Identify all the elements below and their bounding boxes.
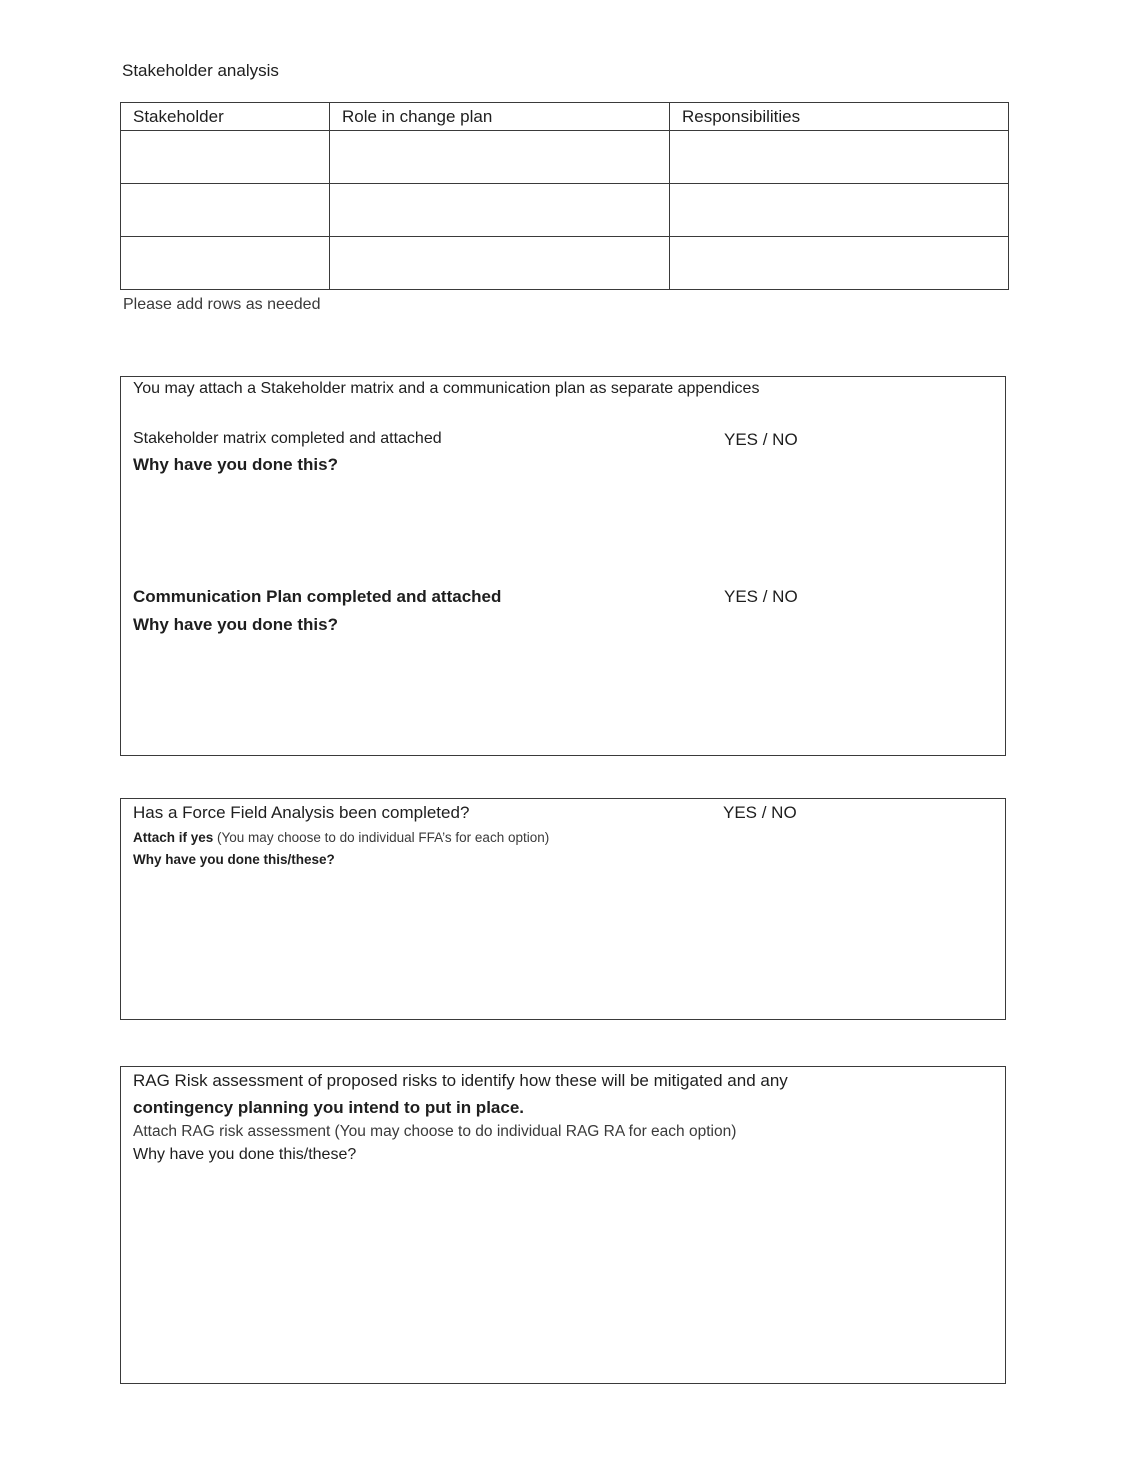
ffa-yes-no[interactable]: YES / NO bbox=[723, 803, 797, 822]
rag-attach-note: Attach RAG risk assessment (You may choose to do individual RAG RA for each option) bbox=[133, 1123, 737, 1140]
ffa-attach-bold: Attach if yes bbox=[133, 830, 214, 845]
stakeholder-table bbox=[120, 102, 1009, 290]
appendices-intro: You may attach a Stakeholder matrix and a communication plan as separate appendices bbox=[133, 380, 760, 397]
communication-plan-why: Why have you done this? bbox=[133, 615, 338, 634]
table-cell[interactable] bbox=[670, 237, 1009, 290]
table-cell[interactable] bbox=[330, 184, 670, 237]
communication-plan-label: Communication Plan completed and attached bbox=[133, 587, 502, 606]
stakeholder-matrix-label: Stakeholder matrix completed and attached bbox=[133, 430, 442, 447]
table-cell[interactable] bbox=[670, 131, 1009, 184]
table-cell[interactable] bbox=[121, 184, 330, 237]
header-role-in-change-plan: Role in change plan bbox=[330, 103, 670, 131]
page-title: Stakeholder analysis bbox=[122, 61, 279, 80]
table-cell[interactable] bbox=[121, 131, 330, 184]
ffa-question: Has a Force Field Analysis been completed? bbox=[133, 803, 470, 822]
appendices-box bbox=[120, 376, 1006, 756]
rag-heading-line1: RAG Risk assessment of proposed risks to identify how these will be mitigated and any bbox=[133, 1071, 788, 1090]
ffa-why: Why have you done this/these? bbox=[133, 852, 335, 867]
table-header-row bbox=[121, 103, 1009, 131]
add-rows-note: Please add rows as needed bbox=[123, 296, 321, 313]
header-responsibilities: Responsibilities bbox=[670, 103, 1009, 131]
stakeholder-matrix-why: Why have you done this? bbox=[133, 455, 338, 474]
header-stakeholder: Stakeholder bbox=[121, 103, 330, 131]
rag-why: Why have you done this/these? bbox=[133, 1146, 357, 1163]
stakeholder-matrix-yes-no[interactable]: YES / NO bbox=[724, 430, 798, 449]
table-row bbox=[121, 184, 1009, 237]
rag-risk-assessment-box bbox=[120, 1066, 1006, 1384]
table-row bbox=[121, 237, 1009, 290]
rag-heading-line2: contingency planning you intend to put in place. bbox=[133, 1098, 524, 1117]
table-cell[interactable] bbox=[121, 237, 330, 290]
ffa-attach-line bbox=[133, 830, 549, 845]
table-cell[interactable] bbox=[670, 184, 1009, 237]
force-field-analysis-box bbox=[120, 798, 1006, 1020]
communication-plan-yes-no[interactable]: YES / NO bbox=[724, 587, 798, 606]
ffa-attach-note: (You may choose to do individual FFA’s for each option) bbox=[213, 830, 550, 845]
table-cell[interactable] bbox=[330, 237, 670, 290]
table-cell[interactable] bbox=[330, 131, 670, 184]
table-row bbox=[121, 131, 1009, 184]
